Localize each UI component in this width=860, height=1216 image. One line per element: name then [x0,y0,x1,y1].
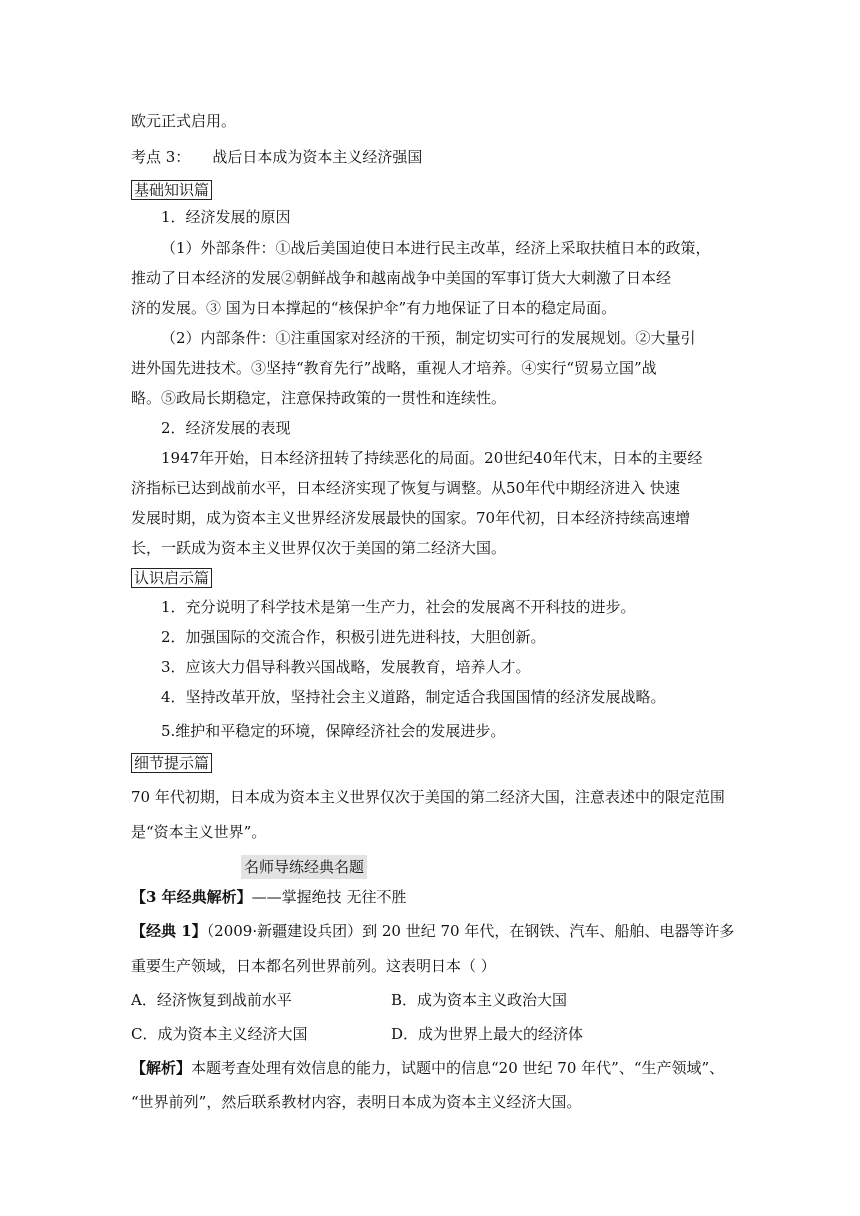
paragraph-line: 略。⑤政局长期稳定，注意保持政策的一贯性和连续性。 [131,389,507,407]
paragraph-line: 1947年开始，日本经济扭转了持续恶化的局面。20世纪40年代末，日本的主要经 [161,449,703,467]
paragraph-line: （1）外部条件：①战后美国迫使日本进行民主改革，经济上采取扶植日本的政策， [161,239,711,257]
kaodian-heading [131,147,422,167]
kaodian-label: 考点 3： [131,148,191,166]
famous-problems-heading: 名师导练经典名题 [241,855,367,879]
kaodian-title: 战后日本成为资本主义经济强国 [212,148,423,166]
analysis-text: 本题考查处理有效信息的能力，试题中的信息“20 世纪 70 年代”、“生产领域”、 [191,1059,725,1077]
option-d: D．成为世界上最大的经济体 [391,1025,584,1043]
analysis-heading-bracket: 【3 年经典解析】 [131,888,252,906]
option-c: C．成为资本主义经济大国 [131,1025,308,1043]
subheading: 1．经济发展的原因 [161,208,291,226]
analysis-line [131,1058,724,1078]
classic-tag: 【经典 1】 [131,922,207,940]
paragraph-line: 济指标已达到战前水平，日本经济实现了恢复与调整。从50年代中期经济进入 快速 [131,479,680,497]
section-insight-tag: 认识启示篇 [131,568,212,588]
analysis-heading-rest: ——掌握绝技 无往不胜 [251,888,407,906]
paragraph-line: 济的发展。③ 国为日本撑起的“核保护伞”有力地保证了日本的稳定局面。 [131,299,617,317]
text-line: 欧元正式启用。 [131,112,237,130]
subheading: 2．经济发展的表现 [161,419,291,437]
question-line [131,921,734,941]
option-b: B．成为资本主义政治大国 [391,991,568,1009]
list-item: 2．加强国际的交流合作，积极引进先进科技，大胆创新。 [161,628,546,646]
list-item: 5.维护和平稳定的环境，保障经济社会的发展进步。 [161,722,506,740]
paragraph-line: 进外国先进技术。③坚持“教育先行”战略，重视人才培养。④实行“贸易立国”战 [131,359,657,377]
list-item: 1．充分说明了科学技术是第一生产力，社会的发展离不开科技的进步。 [161,598,636,616]
paragraph-line: 长，一跃成为资本主义世界仅次于美国的第二经济大国。 [131,539,507,557]
paragraph-line: （2）内部条件：①注重国家对经济的干预，制定切实可行的发展规划。②大量引 [161,329,696,347]
paragraph-line: 发展时期，成为资本主义世界经济发展最快的国家。70年代初，日本经济持续高速增 [131,509,691,527]
analysis-line: “世界前列”，然后联系教材内容，表明日本成为资本主义经济大国。 [131,1093,582,1111]
analysis-tag: 【解析】 [131,1059,192,1077]
paragraph-line: 70 年代初期，日本成为资本主义世界仅次于美国的第二经济大国，注意表述中的限定范围 [131,788,725,806]
question-line: 重要生产领域，日本都名列世界前列。这表明日本（ ） [131,957,496,975]
analysis-heading [131,887,406,907]
paragraph-line: 是“资本主义世界”。 [131,823,267,841]
paragraph-line: 推动了日本经济的发展②朝鲜战争和越南战争中美国的军事订货大大刺激了日本经 [131,269,672,287]
list-item: 3．应该大力倡导科教兴国战略，发展教育，培养人才。 [161,658,531,676]
section-detail-tag: 细节提示篇 [131,753,212,773]
list-item: 4．坚持改革开放，坚持社会主义道路，制定适合我国国情的经济发展战略。 [161,688,666,706]
option-a: A．经济恢复到战前水平 [131,991,292,1009]
section-basic-tag: 基础知识篇 [131,180,212,200]
question-text: （2009·新疆建设兵团）到 20 世纪 70 年代，在钢铁、汽车、船舶、电器等许多 [206,922,735,940]
